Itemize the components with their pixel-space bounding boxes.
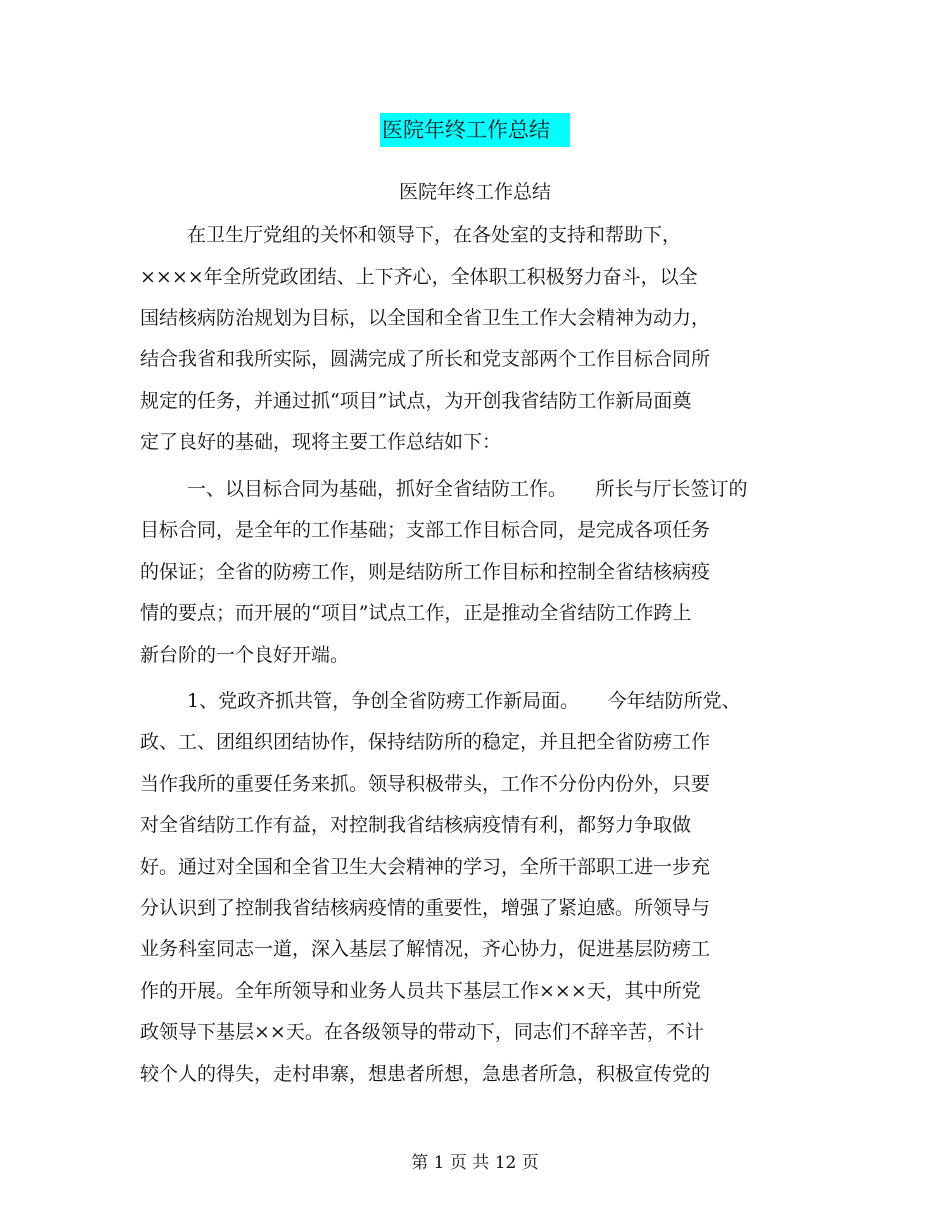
section-heading-line: 一、以目标合同为基础，抓好全省结防工作。 所长与厅长签订的 xyxy=(187,478,748,500)
body-line: 情的要点；而开展的“项目”试点工作，正是推动全省结防工作跨上 xyxy=(140,602,692,624)
page-footer: 第 1 页 共 12 页 xyxy=(411,1153,539,1173)
body-line: ××××年全所党政团结、上下齐心，全体职工积极努力奋斗，以全 xyxy=(140,266,698,288)
body-line: 国结核病防治规划为目标，以全国和全省卫生工作大会精神为动力， xyxy=(140,307,711,329)
body-line: 定了良好的基础，现将主要工作总结如下： xyxy=(140,431,502,453)
subsection-heading-line: 1、党政齐抓共管，争创全省防痨工作新局面。 今年结防所党、 xyxy=(187,690,741,712)
body-line: 结合我省和我所实际，圆满完成了所长和党支部两个工作目标合同所 xyxy=(140,348,711,370)
document-title: 医院年终工作总结 xyxy=(380,113,570,147)
body-line: 在卫生厅党组的关怀和领导下，在各处室的支持和帮助下， xyxy=(187,224,682,246)
body-line: 作的开展。全年所领导和业务人员共下基层工作×××天，其中所党 xyxy=(140,980,701,1002)
body-line: 分认识到了控制我省结核病疫情的重要性，增强了紧迫感。所领导与 xyxy=(140,897,711,919)
body-line: 目标合同，是全年的工作基础；支部工作目标合同，是完成各项任务 xyxy=(140,519,711,541)
title-container xyxy=(0,113,950,147)
body-line: 业务科室同志一道，深入基层了解情况，齐心协力，促进基层防痨工 xyxy=(140,938,711,960)
body-line: 规定的任务，并通过抓“项目”试点，为开创我省结防工作新局面奠 xyxy=(140,390,692,412)
body-line: 当作我所的重要任务来抓。领导积极带头，工作不分份内份外，只要 xyxy=(140,773,711,795)
body-line: 对全省结防工作有益，对控制我省结核病疫情有利，都努力争取做 xyxy=(140,814,692,836)
body-line: 政、工、团组织团结协作，保持结防所的稳定，并且把全省防痨工作 xyxy=(140,731,711,753)
body-line: 的保证；全省的防痨工作，则是结防所工作目标和控制全省结核病疫 xyxy=(140,561,711,583)
body-line: 较个人的得失，走村串寨，想患者所想，急患者所急，积极宣传党的 xyxy=(140,1063,711,1085)
body-line: 好。通过对全国和全省卫生大会精神的学习，全所干部职工进一步充 xyxy=(140,856,711,878)
body-line: 新台阶的一个良好开端。 xyxy=(140,644,350,666)
document-subtitle: 医院年终工作总结 xyxy=(398,181,551,203)
body-line: 政领导下基层××天。在各级领导的带动下，同志们不辞辛苦，不计 xyxy=(140,1021,704,1043)
